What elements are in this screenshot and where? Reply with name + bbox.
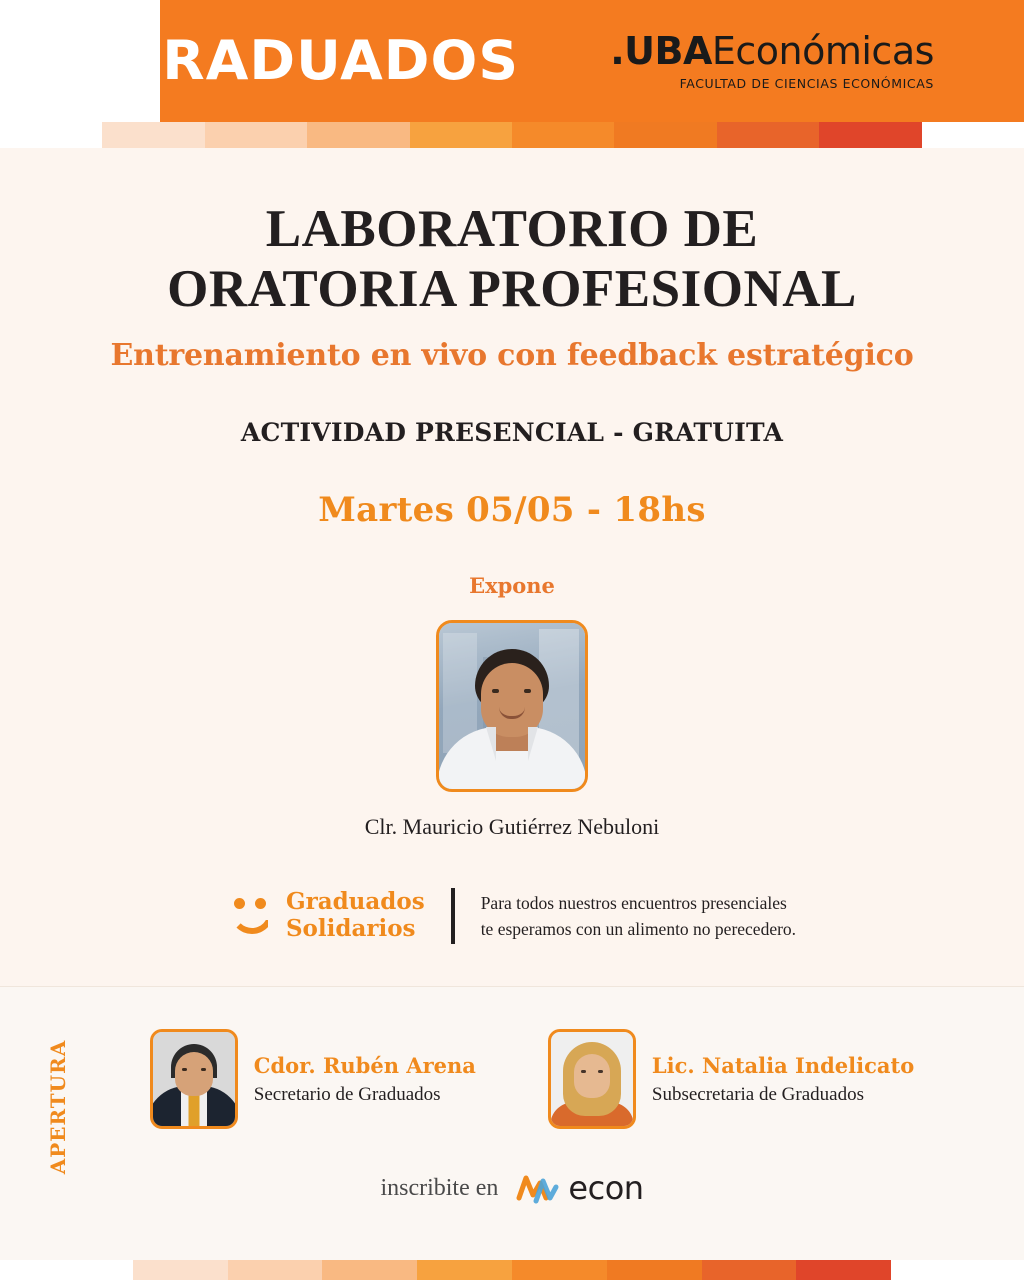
host-role: Subsecretaria de Graduados: [651, 1083, 864, 1105]
econ-logo[interactable]: [516, 1169, 643, 1207]
subtitle: Entrenamiento en vivo con feedback estratégico: [110, 337, 914, 373]
inscribite-row: [0, 1169, 1024, 1207]
uba-prefix: .UBA: [610, 28, 712, 73]
graduados-solidarios-logo: [228, 889, 425, 942]
solidarios-line-1: Graduados: [285, 888, 425, 916]
solidarios-note-line-1: Para todos nuestros encuentros presenciales: [480, 892, 787, 913]
host-photo-ruben-arena: [150, 1029, 238, 1129]
bottom-color-stripes: [0, 1260, 1024, 1280]
title-line-1: LABORATORIO DE: [265, 200, 759, 258]
footer: [0, 986, 1024, 1260]
uba-suffix: Económicas: [711, 28, 934, 73]
solidarios-note-line-2: te esperamos con un alimento no perecedero.: [480, 918, 797, 939]
top-color-stripes: [0, 122, 1024, 148]
modality-label: ACTIVIDAD PRESENCIAL - GRATUITA: [240, 417, 784, 447]
datetime-label: Martes 05/05 - 18hs: [318, 489, 706, 530]
smiley-icon: [228, 892, 276, 940]
host-role: Secretario de Graduados: [253, 1083, 441, 1105]
page-title: [0, 200, 1024, 320]
econ-wordmark: econ: [568, 1169, 644, 1207]
title-line-2: ORATORIA PROFESIONAL: [167, 259, 857, 318]
main-content: [0, 148, 1024, 986]
expone-label: Expone: [469, 572, 555, 598]
graduados-logo: GRADUADOS: [116, 29, 520, 92]
host-photo-natalia-indelicato: [548, 1029, 636, 1129]
host-name: Lic. Natalia Indelicato: [651, 1052, 915, 1078]
host-item: [150, 1029, 476, 1129]
header: [0, 0, 1024, 122]
uba-economicas-logo: [610, 28, 934, 91]
hosts-list: [0, 1029, 1024, 1129]
econ-wave-icon: [516, 1171, 560, 1205]
host-name: Cdor. Rubén Arena: [253, 1052, 476, 1078]
inscribite-label: inscribite en: [380, 1174, 499, 1201]
graduados-solidarios-block: [0, 888, 1024, 944]
divider: [451, 888, 455, 944]
host-item: [548, 1029, 914, 1129]
speaker-photo: [436, 620, 588, 792]
apertura-label: APERTURA: [46, 1039, 70, 1175]
speaker-name: Clr. Mauricio Gutiérrez Nebuloni: [364, 813, 660, 839]
uba-faculty-label: FACULTAD DE CIENCIAS ECONÓMICAS: [679, 75, 934, 91]
solidarios-line-2: Solidarios: [285, 914, 416, 942]
solidarios-note: [481, 890, 796, 943]
